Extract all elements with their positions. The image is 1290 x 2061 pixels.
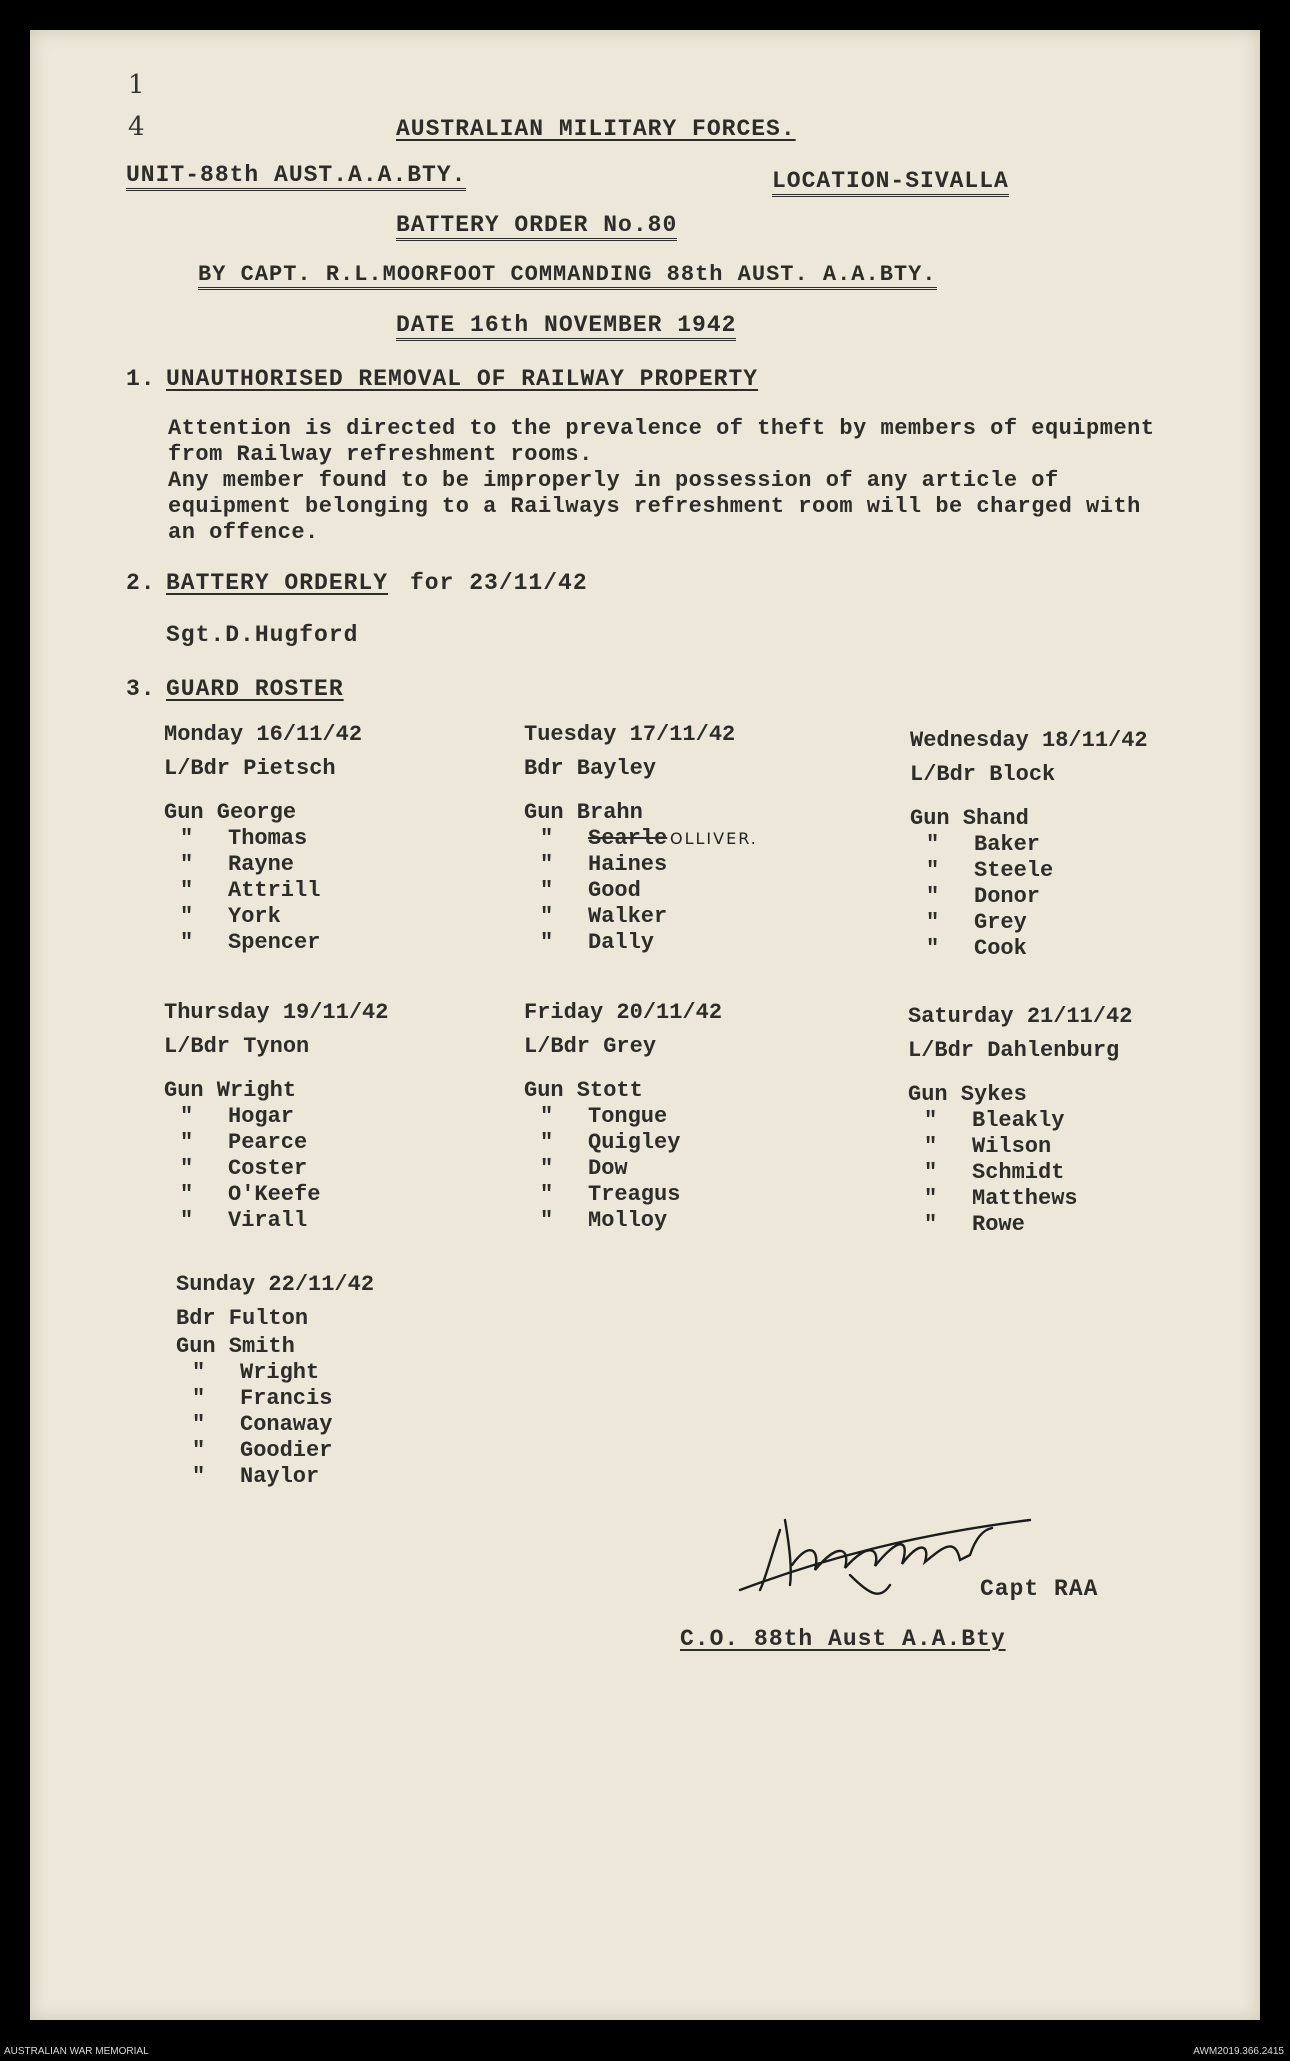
body-line: an offence. (168, 520, 319, 545)
roster-day-2 (910, 728, 1148, 962)
ditto-mark: " (926, 858, 940, 883)
roster-day: Wednesday 18/11/42 (910, 728, 1148, 753)
roster-gunner: Pearce (228, 1130, 308, 1155)
roster-gunner: Gun Stott (524, 1078, 643, 1103)
handwritten-annotation: OLLIVER. (670, 829, 758, 848)
roster-gunner: Molloy (588, 1208, 668, 1233)
ditto-mark: " (180, 878, 194, 903)
roster-gunner: Gun Sykes (908, 1082, 1027, 1107)
ditto-mark: " (540, 826, 554, 851)
roster-gunner: Thomas (228, 826, 308, 851)
roster-gunner: Coster (228, 1156, 308, 1181)
order-date: DATE 16th NOVEMBER 1942 (396, 312, 736, 341)
ditto-mark: " (926, 884, 940, 909)
ditto-mark: " (540, 930, 554, 955)
roster-gunner: Spencer (228, 930, 321, 955)
roster-gunner: O'Keefe (228, 1182, 321, 1207)
ditto-mark: " (926, 910, 940, 935)
roster-gunner: Steele (974, 858, 1054, 883)
roster-gunner: Rowe (972, 1212, 1025, 1237)
ditto-mark: " (540, 1104, 554, 1129)
roster-gunner: Cook (974, 936, 1027, 961)
archive-reference: AWM2019.366.2415 (1193, 2046, 1284, 2057)
body-line: Any member found to be improperly in possession of any article of (168, 468, 1059, 493)
ditto-mark: " (192, 1438, 206, 1463)
page-mark-circled: 4 (128, 112, 145, 142)
roster-day: Sunday 22/11/42 (176, 1272, 375, 1297)
orderly-name: Sgt.D.Hugford (166, 622, 359, 648)
roster-gunner: Attrill (228, 878, 321, 903)
section-2-date: for 23/11/42 (410, 570, 588, 596)
roster-nco: L/Bdr Block (910, 762, 1056, 787)
ditto-mark: " (540, 904, 554, 929)
roster-day: Tuesday 17/11/42 (524, 722, 736, 747)
roster-gunner: Quigley (588, 1130, 681, 1155)
roster-gunner: Naylor (240, 1464, 320, 1489)
roster-day-4 (524, 1000, 722, 1234)
roster-nco: Bdr Fulton (176, 1306, 309, 1331)
section-1-body (168, 416, 1248, 546)
ditto-mark: " (180, 826, 194, 851)
document-page (30, 30, 1260, 2020)
body-line: equipment belonging to a Railways refreshment room will be charged with (168, 494, 1141, 519)
roster-day: Saturday 21/11/42 (908, 1004, 1133, 1029)
roster-gunner: Tongue (588, 1104, 668, 1129)
unit-line: UNIT-88th AUST.A.A.BTY. (126, 162, 466, 191)
ditto-mark: " (924, 1186, 938, 1211)
ditto-mark: " (540, 1208, 554, 1233)
roster-nco: L/Bdr Dahlenburg (908, 1038, 1120, 1063)
roster-gunner: Wilson (972, 1134, 1052, 1159)
roster-gunner: Gun Smith (176, 1334, 295, 1359)
ditto-mark: " (924, 1212, 938, 1237)
order-number: BATTERY ORDER No.80 (396, 212, 677, 241)
roster-nco: L/Bdr Tynon (164, 1034, 310, 1059)
roster-day-3 (164, 1000, 388, 1234)
ditto-mark: " (180, 1156, 194, 1181)
roster-gunner: Haines (588, 852, 668, 877)
roster-gunner: Wright (240, 1360, 320, 1385)
roster-gunner: Treagus (588, 1182, 681, 1207)
page-mark: 1 (128, 70, 145, 100)
ditto-mark: " (192, 1464, 206, 1489)
ditto-mark: " (924, 1160, 938, 1185)
roster-gunner: Walker (588, 904, 668, 929)
roster-gunner: Baker (974, 832, 1041, 857)
signatory-rank: Capt RAA (980, 1576, 1099, 1602)
roster-gunner: Dow (588, 1156, 628, 1181)
roster-gunner: Hogar (228, 1104, 295, 1129)
ditto-mark: " (540, 1156, 554, 1181)
ditto-mark: " (192, 1412, 206, 1437)
org-heading: AUSTRALIAN MILITARY FORCES. (396, 116, 796, 142)
section-2-number: 2. (126, 570, 156, 596)
roster-day-6 (176, 1272, 374, 1490)
ditto-mark: " (180, 852, 194, 877)
ditto-mark: " (180, 1182, 194, 1207)
ditto-mark: " (192, 1386, 206, 1411)
roster-gunner: Gun Brahn (524, 800, 643, 825)
roster-gunner: Goodier (240, 1438, 333, 1463)
roster-gunner: Donor (974, 884, 1041, 909)
ditto-mark: " (192, 1360, 206, 1385)
roster-gunner: Grey (974, 910, 1027, 935)
signatory-title: C.O. 88th Aust A.A.Bty (680, 1626, 1006, 1652)
roster-gunner: Gun George (164, 800, 297, 825)
section-1-number: 1. (126, 366, 156, 392)
ditto-mark: " (926, 832, 940, 857)
ditto-mark: " (540, 1182, 554, 1207)
section-3-title: GUARD ROSTER (166, 676, 344, 702)
roster-gunner: Matthews (972, 1186, 1078, 1211)
roster-nco: L/Bdr Pietsch (164, 756, 336, 781)
ditto-mark: " (180, 930, 194, 955)
roster-gunner: Gun Wright (164, 1078, 297, 1103)
ditto-mark: " (180, 1104, 194, 1129)
roster-gunner: Dally (588, 930, 655, 955)
body-line: Attention is directed to the prevalence of theft by members of equipment (168, 416, 1155, 441)
ditto-mark: " (540, 878, 554, 903)
roster-gunner-struck: Searle (588, 826, 668, 851)
roster-nco: L/Bdr Grey (524, 1034, 657, 1059)
roster-gunner: Conaway (240, 1412, 333, 1437)
roster-gunner: Gun Shand (910, 806, 1029, 831)
roster-gunner: York (228, 904, 281, 929)
roster-day: Friday 20/11/42 (524, 1000, 723, 1025)
ditto-mark: " (540, 1130, 554, 1155)
roster-nco: Bdr Bayley (524, 756, 657, 781)
roster-gunner: Good (588, 878, 641, 903)
roster-gunner: Bleakly (972, 1108, 1065, 1133)
ditto-mark: " (540, 852, 554, 877)
archive-credit: AUSTRALIAN WAR MEMORIAL (4, 2046, 149, 2057)
roster-gunner: Francis (240, 1386, 333, 1411)
ditto-mark: " (180, 1208, 194, 1233)
roster-gunner: Rayne (228, 852, 295, 877)
roster-day-0 (164, 722, 362, 956)
body-line: from Railway refreshment rooms. (168, 442, 593, 467)
section-3-number: 3. (126, 676, 156, 702)
ditto-mark: " (924, 1108, 938, 1133)
roster-gunner: Schmidt (972, 1160, 1065, 1185)
location-line: LOCATION-SIVALLA (772, 168, 1009, 197)
roster-gunner: Virall (228, 1208, 308, 1233)
ditto-mark: " (926, 936, 940, 961)
ditto-mark: " (180, 1130, 194, 1155)
roster-day: Monday 16/11/42 (164, 722, 363, 747)
roster-day: Thursday 19/11/42 (164, 1000, 389, 1025)
roster-day-5 (908, 1004, 1132, 1238)
ditto-mark: " (180, 904, 194, 929)
section-2-title: BATTERY ORDERLY (166, 570, 389, 596)
section-1-title: UNAUTHORISED REMOVAL OF RAILWAY PROPERTY (166, 366, 759, 392)
ditto-mark: " (924, 1134, 938, 1159)
by-line: BY CAPT. R.L.MOORFOOT COMMANDING 88th AUST. A.A.BTY. (198, 262, 937, 290)
